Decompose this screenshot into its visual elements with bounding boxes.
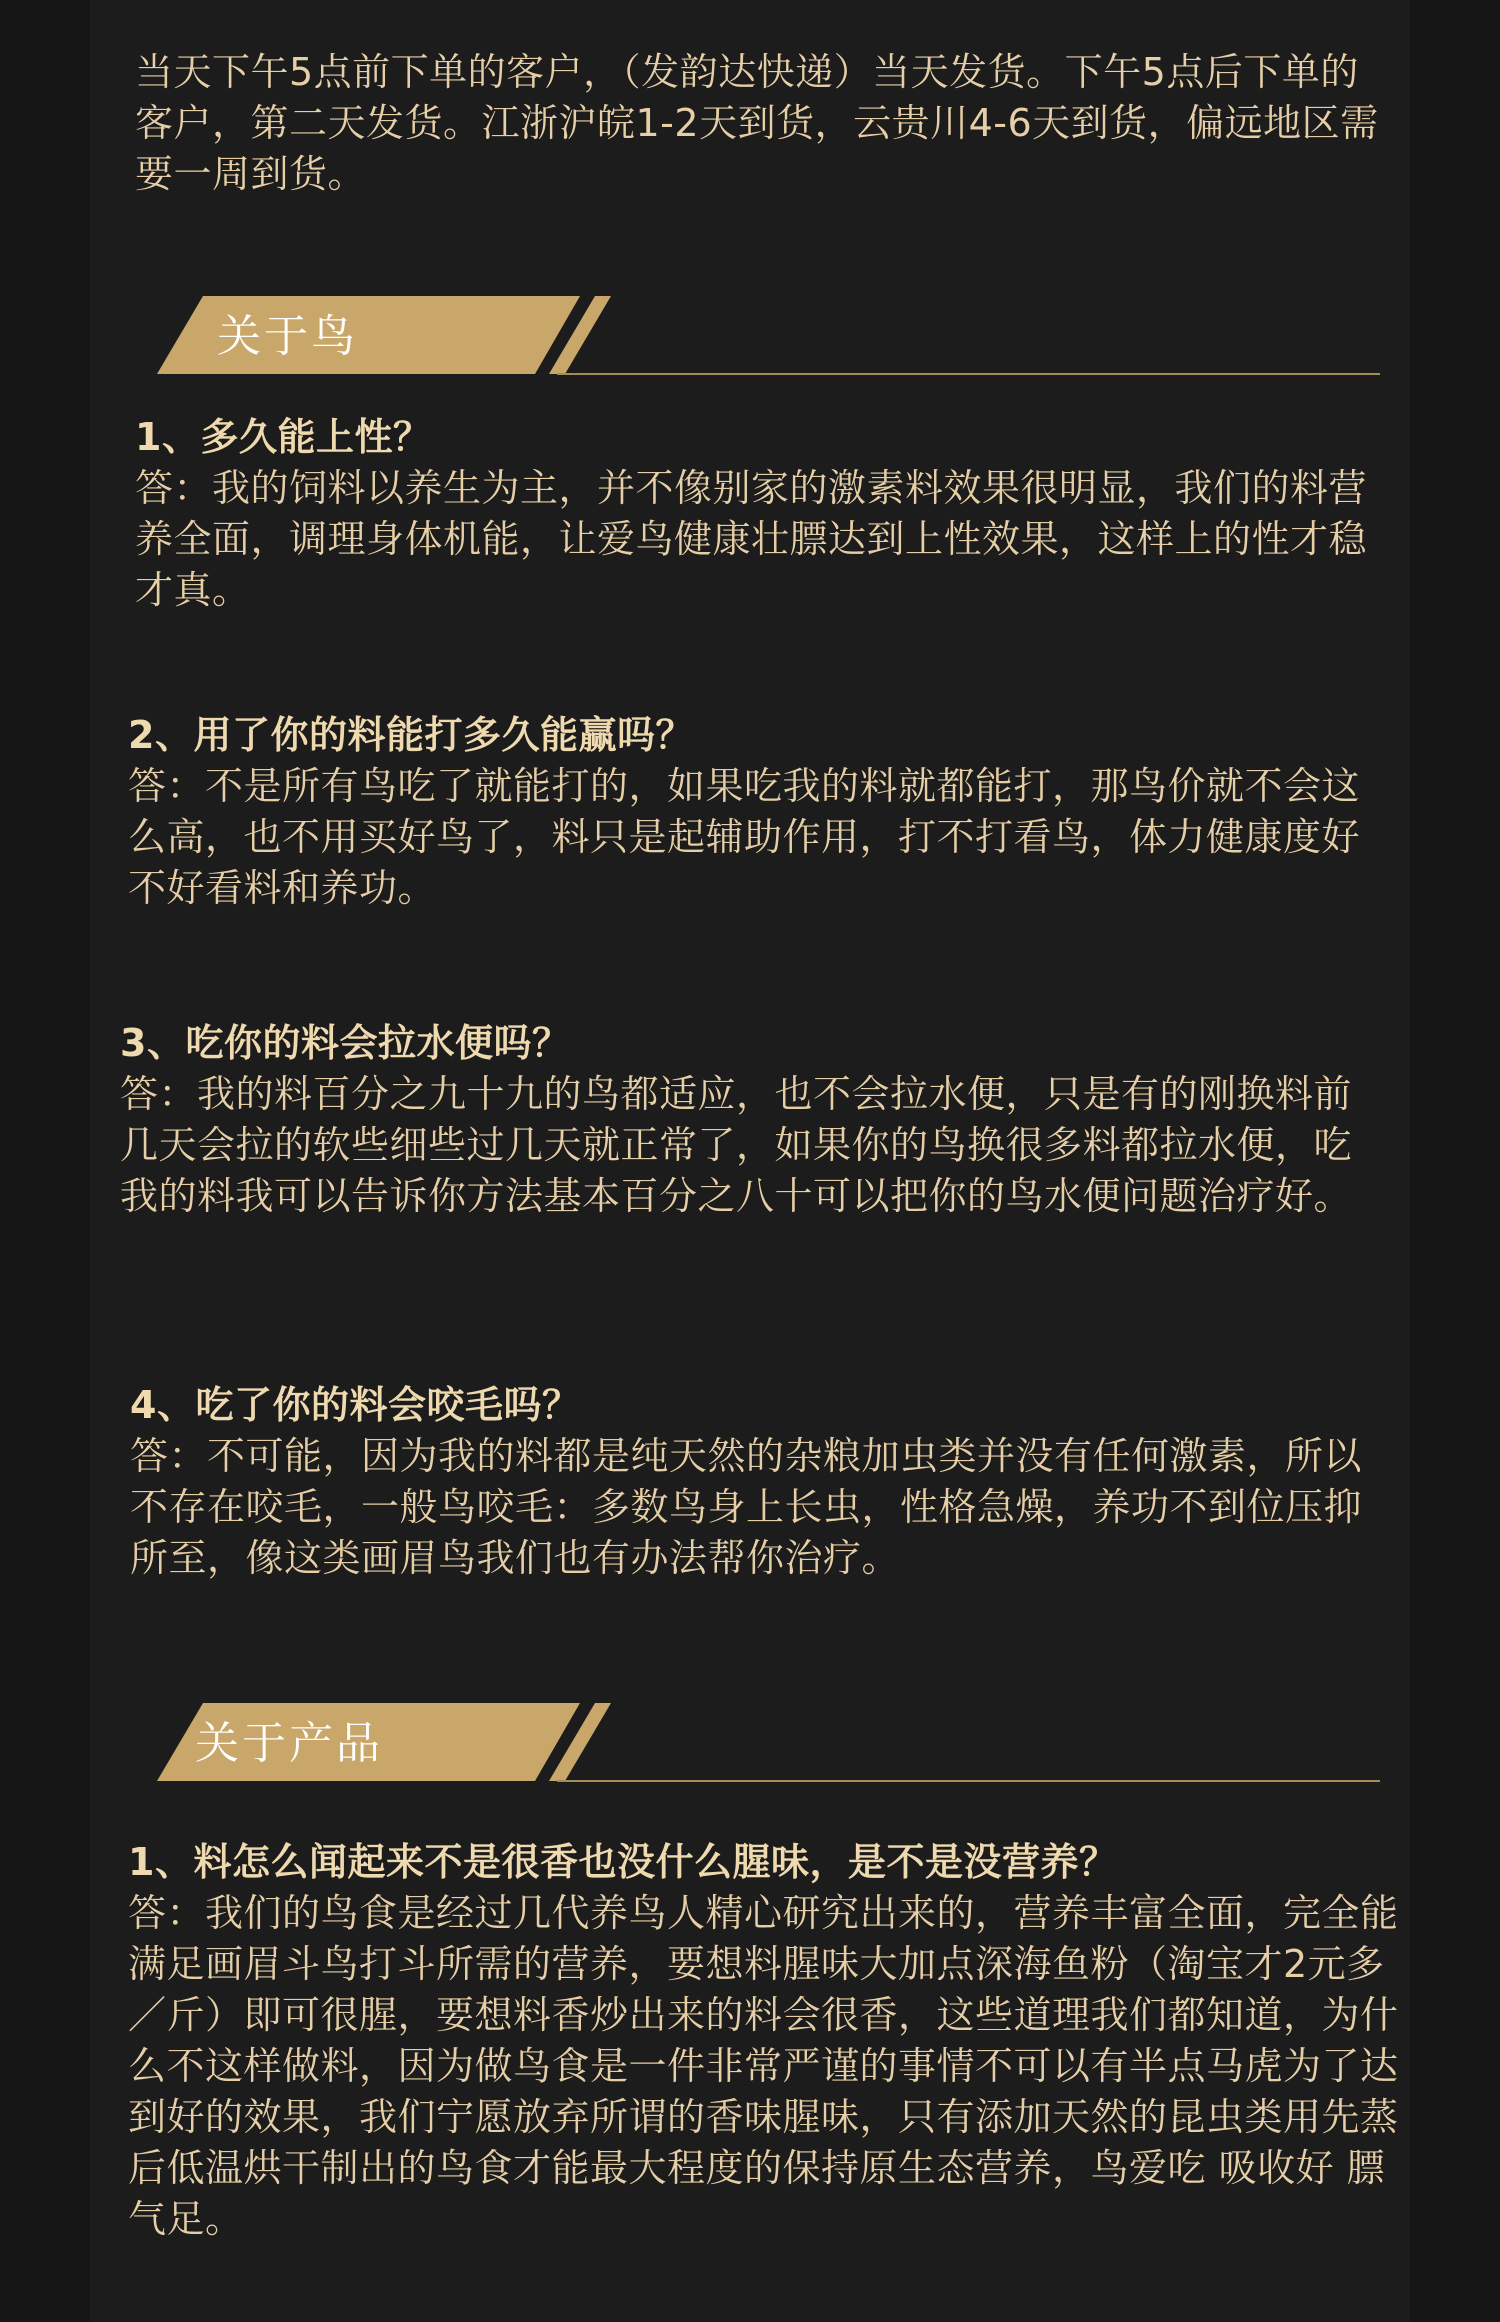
faq-item xyxy=(135,412,1385,616)
faq-question: 1、多久能上性？ xyxy=(135,415,432,459)
faq-item xyxy=(128,1837,1400,2245)
faq-answer: 答：我的料百分之九十九的鸟都适应，也不会拉水便，只是有的刚换料前几天会拉的软些细些过几天就正常了，如果你的鸟换很多料都拉水便，吃我的料我可以告诉你方法基本百分之八十可以把你的鸟水便问题治疗好。 xyxy=(120,1072,1353,1218)
faq-question: 3、吃你的料会拉水便吗？ xyxy=(120,1021,571,1065)
faq-answer: 答：不是所有鸟吃了就能打的，如果吃我的料就都能打，那鸟价就不会这么高，也不用买好鸟了，料只是起辅助作用，打不打看鸟，体力健康度好不好看料和养功。 xyxy=(128,764,1361,910)
shipping-info: 当天下午5点前下单的客户，（发韵达快递）当天发货。下午5点后下单的客户，第二天发货。江浙沪皖1-2天到货，云贵川4-6天到货，偏远地区需要一周到货。 xyxy=(135,50,1379,196)
section-header-about-product xyxy=(125,1703,1380,1785)
section-title: 关于产品 xyxy=(195,1718,383,1769)
faq-item xyxy=(130,1380,1400,1584)
faq-question: 4、吃了你的料会咬毛吗？ xyxy=(130,1383,581,1427)
faq-question: 2、用了你的料能打多久能赢吗？ xyxy=(128,713,694,757)
section-title: 关于鸟 xyxy=(217,311,358,362)
faq-answer: 答：我的饲料以养生为主，并不像别家的激素料效果很明显，我们的料营养全面，调理身体机能，让爱鸟健康壮膘达到上性效果，这样上的性才稳才真。 xyxy=(135,466,1368,612)
faq-answer: 答：我们的鸟食是经过几代养鸟人精心研究出来的，营养丰富全面，完全能满足画眉斗鸟打斗所需的营养，要想料腥味大加点深海鱼粉（淘宝才2元多／斤）即可很腥，要想料香炒出来的料会很香，这些道理我们都知道，为什么不这样做料，因为做鸟食是一件非常严谨的事情不可以有半点马虎为了达到好的效果，我们宁愿放弃所谓的香味腥味，只有添加天然的昆虫类用先蒸后低温烘干制出的鸟食才能最大程度的保持原生态营养，鸟爱吃 吸收好 膘气足。 xyxy=(128,1891,1399,2241)
section-header-about-bird xyxy=(125,296,1380,378)
faq-item xyxy=(128,710,1383,914)
faq-question: 1、料怎么闻起来不是很香也没什么腥味，是不是没营养？ xyxy=(128,1840,1118,1884)
faq-answer: 答：不可能，因为我的料都是纯天然的杂粮加虫类并没有任何激素，所以不存在咬毛，一般鸟咬毛：多数鸟身上长虫，性格急燥，养功不到位压抑所至，像这类画眉鸟我们也有办法帮你治疗。 xyxy=(130,1434,1363,1580)
faq-item xyxy=(120,1018,1375,1222)
